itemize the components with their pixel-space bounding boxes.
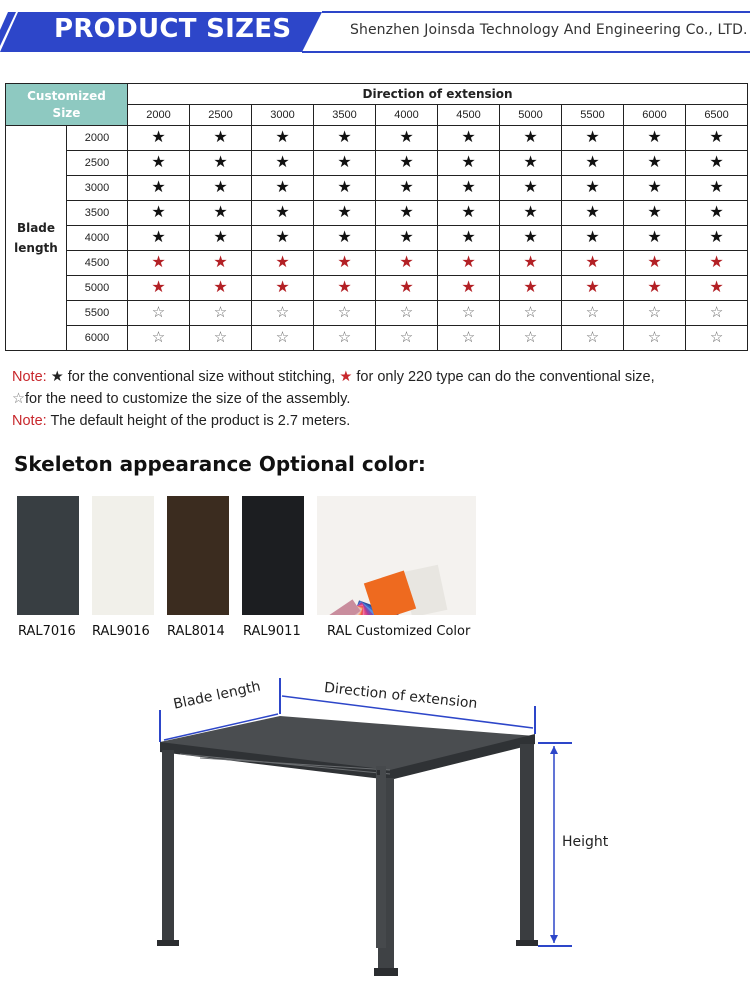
- size-cell: [500, 326, 562, 351]
- black-star-icon: ★: [585, 179, 600, 196]
- size-cell: [190, 176, 252, 201]
- row-size-label: 3000: [67, 176, 128, 201]
- size-cell: [128, 326, 190, 351]
- size-cell: [252, 251, 314, 276]
- black-star-icon: ★: [275, 229, 290, 246]
- row-size-label: 5000: [67, 276, 128, 301]
- size-cell: [562, 176, 624, 201]
- size-cell: [190, 126, 252, 151]
- size-cell: [624, 276, 686, 301]
- size-cell: [624, 201, 686, 226]
- black-star-icon: ★: [213, 229, 228, 246]
- size-cell: [686, 176, 748, 201]
- size-cell: [314, 301, 376, 326]
- size-cell: [438, 226, 500, 251]
- red-star-icon: ★: [461, 254, 476, 271]
- size-cell: [314, 151, 376, 176]
- header-banner: [0, 0, 750, 58]
- direction-label: Direction of extension: [323, 680, 479, 712]
- size-cell: [376, 151, 438, 176]
- red-star-icon: ★: [709, 254, 724, 271]
- black-star-icon: ★: [399, 154, 414, 171]
- red-star-icon: ★: [585, 254, 600, 271]
- red-star-icon: ★: [275, 279, 290, 296]
- size-cell: [686, 201, 748, 226]
- size-cell: [562, 151, 624, 176]
- black-star-icon: ★: [399, 204, 414, 221]
- black-star-icon: ★: [213, 129, 228, 146]
- table-row: [6, 176, 748, 201]
- size-cell: [252, 301, 314, 326]
- black-star-icon: ★: [151, 179, 166, 196]
- size-cell: [686, 276, 748, 301]
- size-cell: [562, 301, 624, 326]
- outline-star-icon: ☆: [585, 329, 600, 346]
- row-size-label: 2000: [67, 126, 128, 151]
- size-cell: [500, 201, 562, 226]
- table-body: [6, 126, 748, 351]
- swatch-label: RAL7016: [18, 624, 76, 639]
- red-star-icon: ★: [151, 254, 166, 271]
- company-name: Shenzhen Joinsda Technology And Engineering Co., LTD.: [350, 22, 748, 38]
- size-cell: [314, 201, 376, 226]
- black-star-icon: ★: [585, 129, 600, 146]
- size-cell: [128, 251, 190, 276]
- table-row: [6, 151, 748, 176]
- black-star-icon: ★: [523, 129, 538, 146]
- size-cell: [190, 276, 252, 301]
- size-cell: [686, 151, 748, 176]
- size-cell: [624, 126, 686, 151]
- size-cell: [438, 326, 500, 351]
- size-cell: [128, 201, 190, 226]
- column-header: 5000: [500, 105, 562, 126]
- table-row: [6, 326, 748, 351]
- size-cell: [624, 326, 686, 351]
- red-star-icon: ★: [523, 279, 538, 296]
- size-cell: [252, 276, 314, 301]
- size-cell: [314, 226, 376, 251]
- blade-length-label: Blade length: [172, 678, 263, 713]
- size-cell: [624, 226, 686, 251]
- size-cell: [438, 126, 500, 151]
- size-cell: [190, 151, 252, 176]
- notes-block: [12, 366, 742, 432]
- note-line-2: ☆for the need to customize the size of the assembly.: [12, 391, 351, 407]
- column-header: 4000: [376, 105, 438, 126]
- black-star-icon: ★: [523, 229, 538, 246]
- size-cell: [128, 126, 190, 151]
- outline-star-icon: ☆: [399, 304, 414, 321]
- size-cell: [128, 301, 190, 326]
- row-size-label: 5500: [67, 301, 128, 326]
- black-star-icon: ★: [399, 179, 414, 196]
- red-star-icon: ★: [151, 279, 166, 296]
- size-cell: [500, 251, 562, 276]
- size-cell: [562, 201, 624, 226]
- black-star-icon: ★: [585, 154, 600, 171]
- size-cell: [314, 276, 376, 301]
- column-header: 3500: [314, 105, 376, 126]
- size-cell: [252, 176, 314, 201]
- swatch-ral8014: [167, 496, 229, 615]
- column-header: 6000: [624, 105, 686, 126]
- size-cell: [438, 151, 500, 176]
- outline-star-icon: ☆: [709, 329, 724, 346]
- black-star-icon: ★: [709, 179, 724, 196]
- black-star-icon: ★: [461, 204, 476, 221]
- outline-star-icon: ☆: [337, 304, 352, 321]
- product-sizes-table: [5, 83, 748, 351]
- size-cell: [376, 276, 438, 301]
- size-cell: [500, 226, 562, 251]
- size-cell: [314, 251, 376, 276]
- size-cell: [190, 201, 252, 226]
- table-row: [6, 226, 748, 251]
- blade-length-row-label: Blade length: [6, 126, 67, 351]
- note-line-1: Note: ★ for the conventional size without stitching, ★ for only 220 type can do the conventional size,: [12, 369, 655, 385]
- size-cell: [376, 251, 438, 276]
- outline-star-icon: ☆: [275, 329, 290, 346]
- note-line-3: Note: The default height of the product is 2.7 meters.: [12, 413, 351, 429]
- black-star-icon: ★: [461, 129, 476, 146]
- size-cell: [438, 251, 500, 276]
- red-star-icon: ★: [709, 279, 724, 296]
- black-star-icon: ★: [461, 179, 476, 196]
- black-star-icon: ★: [337, 179, 352, 196]
- size-cell: [190, 251, 252, 276]
- size-cell: [686, 251, 748, 276]
- custom-color-label: RAL Customized Color: [327, 624, 471, 639]
- size-cell: [686, 126, 748, 151]
- table-row: [6, 201, 748, 226]
- size-cell: [314, 126, 376, 151]
- size-cell: [128, 226, 190, 251]
- size-cell: [128, 276, 190, 301]
- size-cell: [438, 201, 500, 226]
- size-cell: [500, 151, 562, 176]
- outline-star-icon: ☆: [151, 329, 166, 346]
- black-star-icon: ★: [709, 204, 724, 221]
- size-cell: [190, 301, 252, 326]
- black-star-icon: ★: [647, 129, 662, 146]
- column-header: 2500: [190, 105, 252, 126]
- pergola-diagram: [140, 670, 590, 982]
- black-star-icon: ★: [585, 229, 600, 246]
- red-star-icon: ★: [399, 279, 414, 296]
- row-size-label: 4500: [67, 251, 128, 276]
- outline-star-icon: ☆: [461, 329, 476, 346]
- black-star-icon: ★: [275, 129, 290, 146]
- size-cell: [376, 326, 438, 351]
- size-cell: [624, 176, 686, 201]
- outline-star-icon: ☆: [585, 304, 600, 321]
- black-star-icon: ★: [709, 154, 724, 171]
- red-star-icon: ★: [585, 279, 600, 296]
- outline-star-icon: ☆: [523, 329, 538, 346]
- size-cell: [438, 176, 500, 201]
- column-header: 3000: [252, 105, 314, 126]
- black-star-icon: ★: [523, 179, 538, 196]
- size-cell: [190, 226, 252, 251]
- outline-star-icon: ☆: [213, 329, 228, 346]
- size-cell: [438, 276, 500, 301]
- size-cell: [624, 251, 686, 276]
- black-star-icon: ★: [151, 129, 166, 146]
- red-star-icon: ★: [275, 254, 290, 271]
- table-row: [6, 301, 748, 326]
- table-row: [6, 251, 748, 276]
- outline-star-icon: ☆: [709, 304, 724, 321]
- column-header: 2000: [128, 105, 190, 126]
- outline-star-icon: ☆: [647, 329, 662, 346]
- row-size-label: 6000: [67, 326, 128, 351]
- outline-star-icon: ☆: [647, 304, 662, 321]
- size-cell: [500, 276, 562, 301]
- red-star-icon: ★: [213, 279, 228, 296]
- black-star-icon: ★: [585, 204, 600, 221]
- black-star-icon: ★: [213, 154, 228, 171]
- outline-star-icon: ☆: [12, 391, 25, 407]
- black-star-icon: ★: [337, 154, 352, 171]
- size-cell: [562, 226, 624, 251]
- page-title: PRODUCT SIZES: [54, 14, 292, 44]
- row-size-label: 4000: [67, 226, 128, 251]
- black-star-icon: ★: [151, 204, 166, 221]
- swatch-label: RAL8014: [167, 624, 225, 639]
- black-star-icon: ★: [709, 229, 724, 246]
- size-cell: [686, 226, 748, 251]
- size-cell: [314, 176, 376, 201]
- row-size-label: 3500: [67, 201, 128, 226]
- size-cell: [252, 151, 314, 176]
- red-star-icon: ★: [337, 279, 352, 296]
- size-cell: [624, 301, 686, 326]
- black-star-icon: ★: [709, 129, 724, 146]
- size-cell: [252, 201, 314, 226]
- size-cell: [252, 326, 314, 351]
- black-star-icon: ★: [337, 129, 352, 146]
- black-star-icon: ★: [151, 154, 166, 171]
- size-cell: [562, 251, 624, 276]
- size-cell: [376, 126, 438, 151]
- size-cell: [128, 176, 190, 201]
- outline-star-icon: ☆: [337, 329, 352, 346]
- black-star-icon: ★: [523, 204, 538, 221]
- size-cell: [500, 301, 562, 326]
- outline-star-icon: ☆: [461, 304, 476, 321]
- row-size-label: 2500: [67, 151, 128, 176]
- swatch-ral7016: [17, 496, 79, 615]
- size-cell: [376, 201, 438, 226]
- red-star-icon: ★: [461, 279, 476, 296]
- size-cell: [376, 226, 438, 251]
- black-star-icon: ★: [337, 204, 352, 221]
- red-star-icon: ★: [339, 369, 353, 385]
- black-star-icon: ★: [213, 179, 228, 196]
- size-cell: [252, 226, 314, 251]
- size-cell: [500, 176, 562, 201]
- size-cell: [624, 151, 686, 176]
- size-cell: [562, 326, 624, 351]
- outline-star-icon: ☆: [399, 329, 414, 346]
- black-star-icon: ★: [647, 229, 662, 246]
- swatch-ral9011: [242, 496, 304, 615]
- size-cell: [376, 301, 438, 326]
- size-cell: [562, 276, 624, 301]
- size-cell: [438, 301, 500, 326]
- size-cell: [562, 126, 624, 151]
- direction-header: Direction of extension: [128, 84, 748, 105]
- customized-size-header: Customized Size: [6, 84, 128, 126]
- size-cell: [314, 326, 376, 351]
- table-row: [6, 126, 748, 151]
- black-star-icon: ★: [151, 229, 166, 246]
- black-star-icon: ★: [275, 154, 290, 171]
- column-header: 5500: [562, 105, 624, 126]
- red-star-icon: ★: [523, 254, 538, 271]
- black-star-icon: ★: [50, 369, 64, 385]
- swatch-label: RAL9016: [92, 624, 150, 639]
- black-star-icon: ★: [647, 179, 662, 196]
- black-star-icon: ★: [275, 179, 290, 196]
- table-row: [6, 276, 748, 301]
- black-star-icon: ★: [647, 204, 662, 221]
- black-star-icon: ★: [399, 129, 414, 146]
- black-star-icon: ★: [213, 204, 228, 221]
- size-cell: [376, 176, 438, 201]
- column-header: 6500: [686, 105, 748, 126]
- red-star-icon: ★: [647, 279, 662, 296]
- black-star-icon: ★: [647, 154, 662, 171]
- outline-star-icon: ☆: [523, 304, 538, 321]
- outline-star-icon: ☆: [151, 304, 166, 321]
- outline-star-icon: ☆: [213, 304, 228, 321]
- column-header: 4500: [438, 105, 500, 126]
- swatch-label: RAL9011: [243, 624, 301, 639]
- red-star-icon: ★: [337, 254, 352, 271]
- color-fan-image: [317, 496, 476, 615]
- height-label: Height: [562, 834, 609, 850]
- black-star-icon: ★: [399, 229, 414, 246]
- swatch-ral9016: [92, 496, 154, 615]
- red-star-icon: ★: [647, 254, 662, 271]
- red-star-icon: ★: [399, 254, 414, 271]
- black-star-icon: ★: [461, 154, 476, 171]
- outline-star-icon: ☆: [275, 304, 290, 321]
- black-star-icon: ★: [337, 229, 352, 246]
- size-cell: [252, 126, 314, 151]
- black-star-icon: ★: [461, 229, 476, 246]
- size-cell: [686, 301, 748, 326]
- size-cell: [500, 126, 562, 151]
- black-star-icon: ★: [523, 154, 538, 171]
- size-cell: [190, 326, 252, 351]
- size-cell: [128, 151, 190, 176]
- red-star-icon: ★: [213, 254, 228, 271]
- black-star-icon: ★: [275, 204, 290, 221]
- color-section-title: Skeleton appearance Optional color:: [14, 452, 426, 476]
- size-cell: [686, 326, 748, 351]
